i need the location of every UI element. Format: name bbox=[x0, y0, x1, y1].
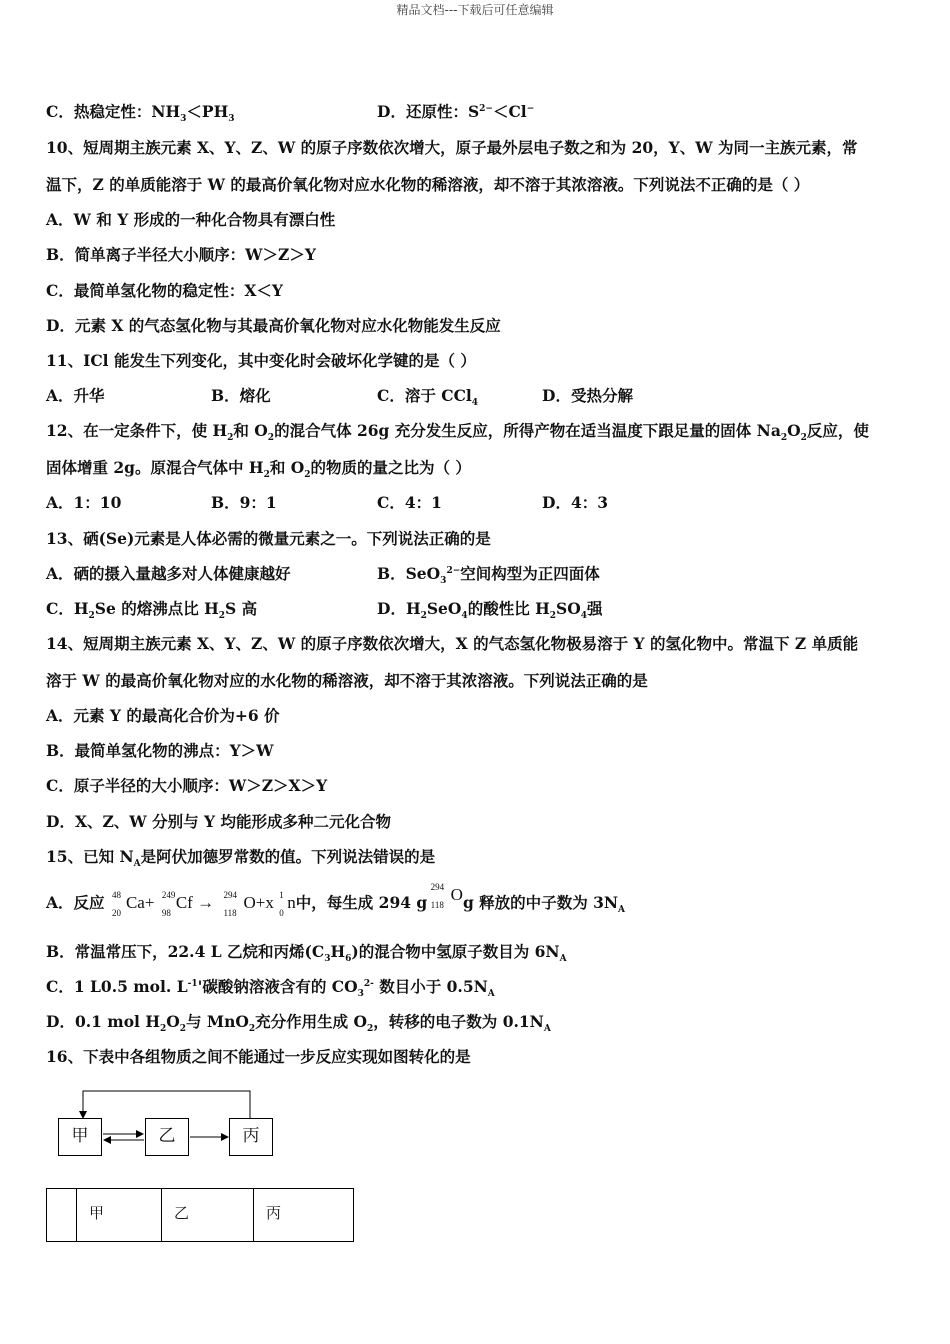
q10-option-c: C．最简单氢化物的稳定性：X＜Y bbox=[46, 281, 283, 300]
q11-option-d: D．受热分解 bbox=[542, 386, 633, 405]
q14-option-c: C．原子半径的大小顺序：W＞Z＞X＞Y bbox=[46, 776, 328, 795]
q12-stem-1: 12、在一定条件下，使 $H_2$和 $O_2$的混合气体 26g 充分发生反应，所得产物在适当温度下跟足量的固体 $Na_2O_2$反应，使 bbox=[46, 421, 869, 444]
q10-option-b: B．简单离子半径大小顺序：W＞Z＞Y bbox=[46, 245, 316, 264]
q15-option-a: A．反应 48 20 Ca+ 249 98 Cf → 294 118 O+x 1 0 n中，每生成 294 g 294 118 Og 释放的中子数为 $3N_A$ bbox=[46, 882, 626, 918]
table-header-cell: 乙 bbox=[162, 1189, 254, 1242]
page-header: 精品文档---下载后可任意编辑 bbox=[396, 3, 554, 17]
q12-option-b: B．9：1 bbox=[211, 493, 277, 512]
q9-option-c: C．热稳定性：$NH_3<PH_3$ bbox=[46, 102, 235, 125]
q12-option-d: D．4：3 bbox=[542, 493, 609, 512]
q10-stem-2: 温下，Z 的单质能溶于 W 的最高价氧化物对应水化物的稀溶液，却不溶于其浓溶液。下列说法不正确的是（ ） bbox=[46, 175, 810, 194]
q15-option-d: D．0.1 mol $H_2O_2$与 MnO$_2$充分作用生成 $O_2$，转移的电子数为 $0.1N_A$ bbox=[46, 1012, 551, 1035]
nuclide-o: 294 118 O+x bbox=[223, 890, 274, 918]
table-header-cell: 甲 bbox=[77, 1189, 162, 1242]
table-header-cell: 丙 bbox=[254, 1189, 354, 1242]
q14-stem-2: 溶于 W 的最高价氧化物对应的水化物的稀溶液，却不溶于其浓溶液。下列说法正确的是 bbox=[46, 671, 648, 690]
nuclide-ca: 48 20 Ca+ bbox=[111, 890, 155, 918]
q14-option-b: B．最简单氢化物的沸点：Y＞W bbox=[46, 741, 274, 760]
q13-option-a: A．硒的摄入量越多对人体健康越好 bbox=[46, 564, 291, 583]
q15-option-b: B．常温常压下，22.4 L 乙烷和丙烯$(C_3H_6)$的混合物中氢原子数目为 $6N_A$ bbox=[46, 942, 567, 965]
node-bing: 丙 bbox=[229, 1118, 273, 1156]
q12-stem-2: 固体增重 2g。原混合气体中 $H_2$和 $O_2$的物质的量之比为（ ） bbox=[46, 458, 471, 481]
node-jia: 甲 bbox=[58, 1118, 102, 1156]
q14-stem-1: 14、短周期主族元素 X、Y、Z、W 的原子序数依次增大，X 的气态氢化物极易溶于 Y 的氢化物中。常温下 Z 单质能 bbox=[46, 634, 859, 653]
arrow-bing-to-jia bbox=[83, 1091, 250, 1121]
q16-table bbox=[46, 1188, 354, 1242]
q15-stem: 15、已知 $N_A$是阿伏加德罗常数的值。下列说法错误的是 bbox=[46, 847, 436, 870]
node-yi: 乙 bbox=[145, 1118, 189, 1156]
nuclide-cf: 249 98 Cf → bbox=[161, 890, 215, 918]
q12-option-a: A．1：10 bbox=[46, 493, 122, 512]
q16-stem: 16、下表中各组物质之间不能通过一步反应实现如图转化的是 bbox=[46, 1047, 471, 1066]
q13-option-d: D．$H_2SeO_4$的酸性比 $H_2SO_4$强 bbox=[377, 599, 603, 622]
q11-option-a: A．升华 bbox=[46, 386, 105, 405]
q11-option-c: C．溶于 CCl$_4$ bbox=[377, 386, 479, 409]
q11-option-b: B．熔化 bbox=[211, 386, 271, 405]
q12-option-c: C．4：1 bbox=[377, 493, 442, 512]
q10-option-a: A．W 和 Y 形成的一种化合物具有漂白性 bbox=[46, 210, 336, 229]
nuclide-n: 1 0 n bbox=[279, 890, 296, 918]
q15-option-c: C．1 L0.5 mol. $L^{-1}'$碳酸钠溶液含有的 $CO_3^{2-}$ 数目小于 $0.5N_A$ bbox=[46, 977, 495, 1000]
q13-option-c: C．$H_2Se$ 的熔沸点比 $H_2S$ 高 bbox=[46, 599, 258, 622]
q11-stem: 11、ICl 能发生下列变化，其中变化时会破坏化学键的是（ ） bbox=[46, 351, 476, 370]
nuclide-o-2: 294 118 O bbox=[430, 882, 463, 910]
q10-option-d: D．元素 X 的气态氢化物与其最高价氧化物对应水化物能发生反应 bbox=[46, 316, 501, 335]
table-header-cell bbox=[47, 1189, 77, 1242]
q9-option-d: D．还原性：$S^{2-}<Cl^-$ bbox=[377, 102, 535, 121]
table-header-row bbox=[47, 1189, 354, 1242]
q14-option-a: A．元素 Y 的最高化合价为+6 价 bbox=[46, 706, 280, 725]
q10-stem-1: 10、短周期主族元素 X、Y、Z、W 的原子序数依次增大，原子最外层电子数之和为 20，Y、W 为同一主族元素，常 bbox=[46, 138, 858, 157]
q13-option-b: B．SeO$_3^{2-}$空间构型为正四面体 bbox=[377, 564, 600, 587]
q14-option-d: D．X、Z、W 分别与 Y 均能形成多种二元化合物 bbox=[46, 812, 391, 831]
q13-stem: 13、硒(Se)元素是人体必需的微量元素之一。下列说法正确的是 bbox=[46, 529, 491, 548]
